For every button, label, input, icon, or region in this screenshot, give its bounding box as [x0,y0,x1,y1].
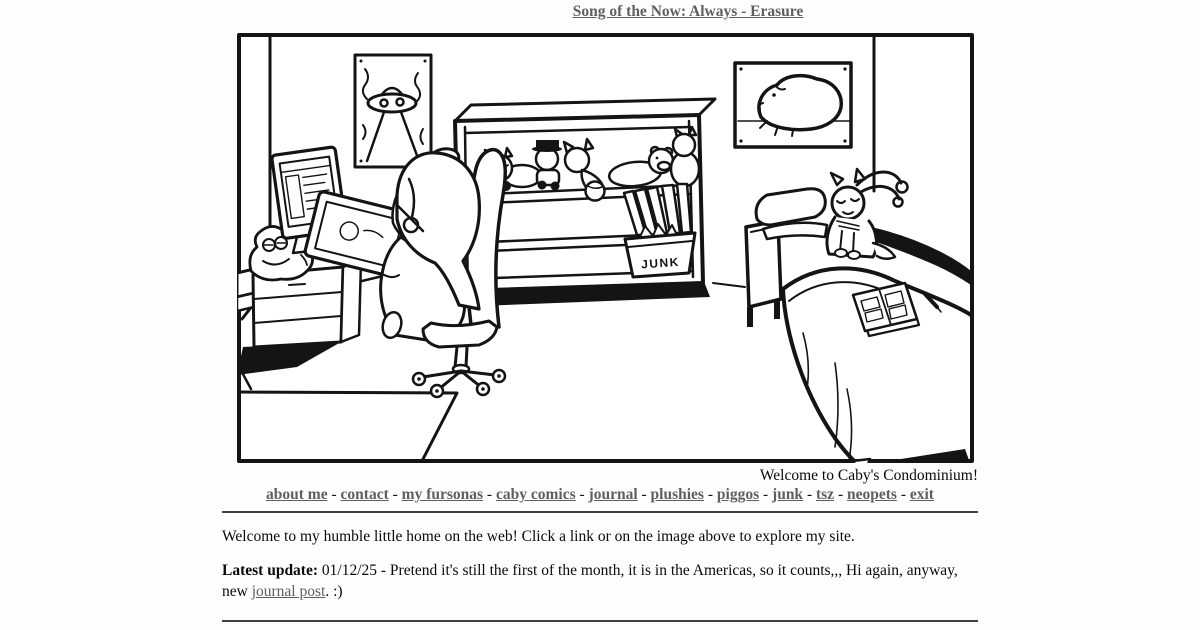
main-content [222,26,978,622]
intro-text: Welcome to my humble little home on the web! Click a link or on the image above to explore my site. [222,528,855,545]
nav-link-my-fursonas[interactable]: my fursonas [401,486,484,503]
nav-link-junk[interactable]: junk [772,486,804,503]
nav-separator: - [837,486,844,503]
nav-link-plushies[interactable]: plushies [650,486,704,503]
nav-link-contact[interactable]: contact [340,486,389,503]
journal-post-link[interactable]: journal post [251,582,326,600]
site-nav [222,486,978,504]
latest-update-suffix: . :) [325,582,343,600]
latest-update-text: 01/12/25 - Pretend it's still the first of the month, it is in the Americas, so it counts,,, Hi again, anyway, new [222,562,958,600]
room-illustration[interactable] [237,33,975,463]
nav-link-journal[interactable]: journal [588,486,638,503]
latest-update [222,561,978,603]
nav-separator: - [392,486,398,503]
junk-box-label: JUNK [640,254,681,272]
nav-link-caby-comics[interactable]: caby comics [495,486,576,503]
nav-separator: - [641,486,647,503]
nav-separator: - [486,486,493,503]
welcome-caption: Welcome to Caby's Condominium! [759,467,978,484]
nav-separator: - [579,486,585,503]
song-of-now-link[interactable]: Song of the Now: Always - Erasure [572,3,804,20]
nav-separator: - [331,486,337,503]
nav-separator: - [707,486,714,503]
song-of-the-now [573,3,804,21]
latest-update-label: Latest update: [222,562,319,579]
nav-link-neopets[interactable]: neopets [846,486,897,503]
divider-bottom [222,620,978,622]
divider-top [222,511,978,513]
ufo-poster [355,55,431,167]
nav-separator: - [900,486,906,503]
nav-link-exit[interactable]: exit [909,486,934,503]
nav-separator: - [806,486,813,503]
nav-link-tsz[interactable]: tsz [815,486,835,503]
guinea-pig-poster [735,63,851,147]
nav-link-piggos[interactable]: piggos [716,486,760,503]
nav-link-about-me[interactable]: about me [266,486,328,503]
nav-separator: - [762,486,769,503]
